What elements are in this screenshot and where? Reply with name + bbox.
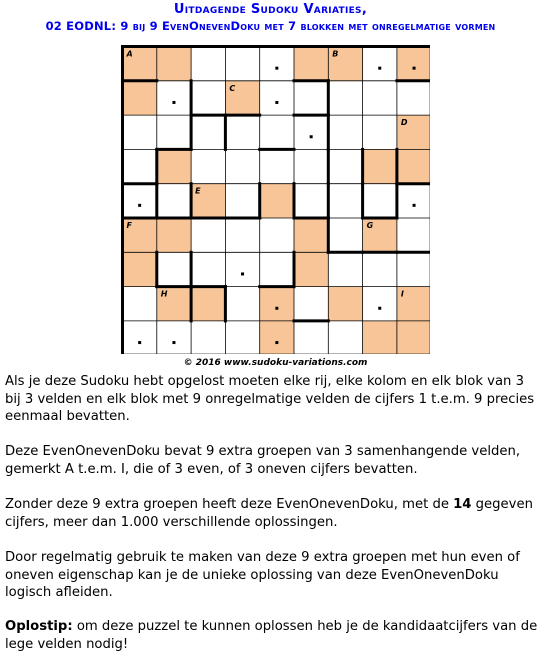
grid-cell (363, 184, 397, 218)
sudoku-grid (121, 45, 430, 354)
group-dot (310, 135, 313, 138)
grid-cell (328, 218, 362, 252)
grid-cell (363, 149, 397, 183)
grid-cell (397, 252, 430, 286)
solutions-text-before: Zonder deze 9 extra groepen heeft deze EvenOnevenDoku, met de (5, 497, 454, 512)
grid-cell (191, 287, 225, 321)
grid-cell (328, 149, 362, 183)
group-letter: D (400, 118, 408, 128)
group-dot (413, 204, 416, 207)
group-letter: A (126, 49, 133, 59)
grid-cell (328, 81, 362, 115)
grid-cell (294, 218, 328, 252)
groups-paragraph: Deze EvenOnevenDoku bevat 9 extra groepen van 3 samenhangende velden, gemerkt A t.e.m. I, die of 3 even, of 3 oneven cijfers bevatten. (5, 444, 521, 477)
group-dot (275, 307, 278, 310)
group-dot (378, 307, 381, 310)
grid-cell (191, 47, 225, 81)
grid-cell (363, 252, 397, 286)
group-dot (413, 67, 416, 70)
grid-cell (157, 252, 191, 286)
grid-cell (260, 115, 294, 149)
grid-cell (123, 115, 157, 149)
grid-cell (123, 81, 157, 115)
grid-cell (294, 252, 328, 286)
group-letter: H (160, 289, 168, 299)
group-dot (275, 67, 278, 70)
grid-cell (328, 184, 362, 218)
grid-cell (225, 184, 259, 218)
group-dot (138, 341, 141, 344)
grid-cell (328, 287, 362, 321)
grid-cell (363, 321, 397, 354)
grid-cell (397, 321, 430, 354)
grid-cell (294, 321, 328, 354)
group-letter: G (366, 221, 374, 230)
grid-cell (397, 184, 430, 218)
grid-cell (225, 321, 259, 354)
grid-cell (363, 287, 397, 321)
page-subtitle: 02 EODNL: 9 bij 9 EvenOnevenDoku met 7 blokken met onregelmatige vormen (45, 19, 496, 33)
grid-cell (260, 321, 294, 354)
grid-cell (363, 81, 397, 115)
grid-cell (260, 218, 294, 252)
solutions-text-after: gegeven cijfers, meer dan 1.000 verschillende oplossingen. (5, 497, 533, 530)
grid-cell (225, 149, 259, 183)
rules-paragraph: Als je deze Sudoku hebt opgelost moeten elke rij, elke kolom en elk blok van 3 bij 3 velden en elk blok met 9 onregelmatige velden de cijfers 1 t.e.m. 9 precies eenmaal bevatten. (5, 374, 535, 424)
logic-paragraph: Door regelmatig gebruik te maken van deze 9 extra groepen met hun even of oneven eigenschap kan je de unieke oplossing van deze EvenOnevenDoku logisch afleiden. (5, 550, 520, 600)
group-dot (378, 67, 381, 70)
tip-paragraph (5, 618, 539, 653)
group-dot (275, 341, 278, 344)
grid-cell (191, 115, 225, 149)
grid-cell (225, 252, 259, 286)
grid-cell (328, 115, 362, 149)
grid-cell (294, 149, 328, 183)
grid-cell (363, 115, 397, 149)
grid-cell (397, 47, 430, 81)
grid-cell (225, 47, 259, 81)
group-dot (172, 341, 175, 344)
grid-cell (191, 81, 225, 115)
grid-cell (123, 287, 157, 321)
page-title: Uitdagende Sudoku Variaties, (173, 2, 368, 17)
grid-cell (157, 115, 191, 149)
group-dot (275, 101, 278, 104)
grid-cell (363, 47, 397, 81)
grid-cell (397, 149, 430, 183)
group-dot (241, 272, 244, 275)
grid-cell (225, 287, 259, 321)
group-dot (138, 204, 141, 207)
grid-cell (191, 218, 225, 252)
group-letter: C (229, 83, 236, 93)
grid-cell (123, 184, 157, 218)
grid-cell (397, 218, 430, 252)
grid-cell (225, 218, 259, 252)
grid-cell (260, 47, 294, 81)
grid-cell (191, 149, 225, 183)
group-dot (172, 101, 175, 104)
grid-cell (123, 321, 157, 354)
given-count: 14 (453, 497, 472, 512)
grid-cell (294, 47, 328, 81)
grid-cell (294, 115, 328, 149)
group-letter: I (400, 289, 404, 299)
grid-cell (191, 321, 225, 354)
tip-text: om deze puzzel te kunnen oplossen heb je de kandidaatcijfers van de lege velden nodig! (5, 619, 538, 652)
grid-cell (260, 81, 294, 115)
grid-cell (260, 287, 294, 321)
grid-cell (157, 321, 191, 354)
grid-cell (157, 47, 191, 81)
group-letter: E (195, 186, 201, 196)
grid-cell (123, 149, 157, 183)
grid-cell (397, 81, 430, 115)
grid-cell (260, 252, 294, 286)
grid-cell (294, 287, 328, 321)
copyright-notice: © 2016 www.sudoku-variations.com (183, 358, 368, 368)
grid-cell (225, 115, 259, 149)
grid-cell (157, 184, 191, 218)
solutions-paragraph (5, 496, 539, 531)
group-letter: F (126, 221, 132, 230)
grid-cell (294, 184, 328, 218)
grid-cell (157, 149, 191, 183)
grid-cell (157, 81, 191, 115)
grid-cell (260, 184, 294, 218)
tip-label: Oplostip: (5, 619, 73, 634)
grid-cell (123, 252, 157, 286)
group-letter: B (332, 49, 339, 59)
grid-cell (294, 81, 328, 115)
grid-cell (328, 321, 362, 354)
grid-cell (328, 252, 362, 286)
grid-cell (191, 252, 225, 286)
grid-cell (260, 149, 294, 183)
grid-cell (157, 218, 191, 252)
